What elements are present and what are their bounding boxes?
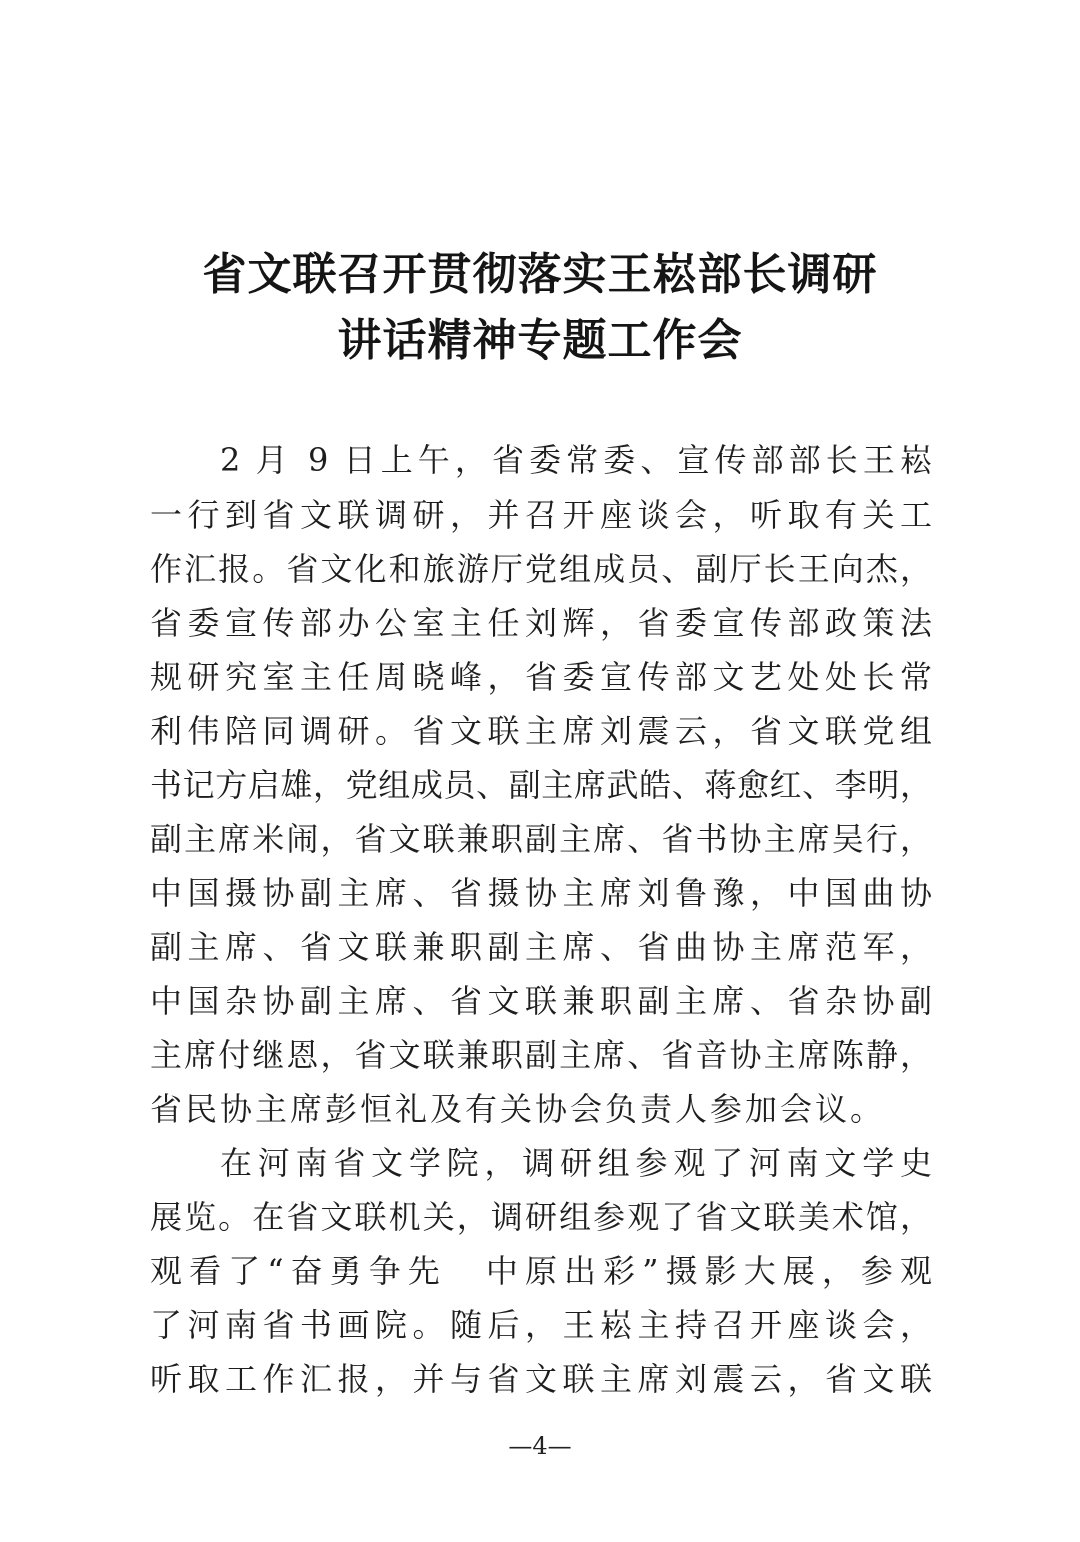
text-line: 书记方启雄，党组成员、副主席武皓、蒋愈红、李明，	[150, 766, 932, 804]
text-line: 了河南省书画院。随后，王崧主持召开座谈会，	[150, 1306, 932, 1344]
text-line: 观看了“奋勇争先 中原出彩”摄影大展，参观	[150, 1252, 932, 1290]
text-line: 作汇报。省文化和旅游厅党组成员、副厅长王向杰，	[150, 550, 932, 588]
text-line: 副主席米闹，省文联兼职副主席、省书协主席吴行，	[150, 820, 932, 858]
text-line: 展览。在省文联机关，调研组参观了省文联美术馆，	[150, 1198, 932, 1236]
text-line: 省委宣传部办公室主任刘辉，省委宣传部政策法	[150, 604, 932, 642]
document-title-line-2: 讲话精神专题工作会	[337, 315, 743, 366]
text-line: 2 月 9 日上午，省委常委、宣传部部长王崧	[220, 441, 932, 479]
text-line: 中国摄协副主席、省摄协主席刘鲁豫，中国曲协	[150, 874, 932, 912]
text-line: 一行到省文联调研，并召开座谈会，听取有关工	[150, 496, 932, 534]
text-line: 在河南省文学院，调研组参观了河南文学史	[220, 1144, 932, 1182]
document-title-line-1: 省文联召开贯彻落实王崧部长调研	[202, 249, 878, 300]
text-line: 规研究室主任周晓峰，省委宣传部文艺处处长常	[150, 658, 932, 696]
page-number: —4—	[508, 1432, 572, 1460]
text-line: 副主席、省文联兼职副主席、省曲协主席范军，	[150, 928, 932, 966]
text-line: 利伟陪同调研。省文联主席刘震云，省文联党组	[150, 712, 932, 750]
text-line: 中国杂协副主席、省文联兼职副主席、省杂协副	[150, 982, 932, 1020]
text-line: 省民协主席彭恒礼及有关协会负责人参加会议。	[150, 1090, 886, 1128]
text-line: 主席付继恩，省文联兼职副主席、省音协主席陈静，	[150, 1036, 932, 1074]
text-line: 听取工作汇报，并与省文联主席刘震云，省文联	[150, 1360, 932, 1398]
